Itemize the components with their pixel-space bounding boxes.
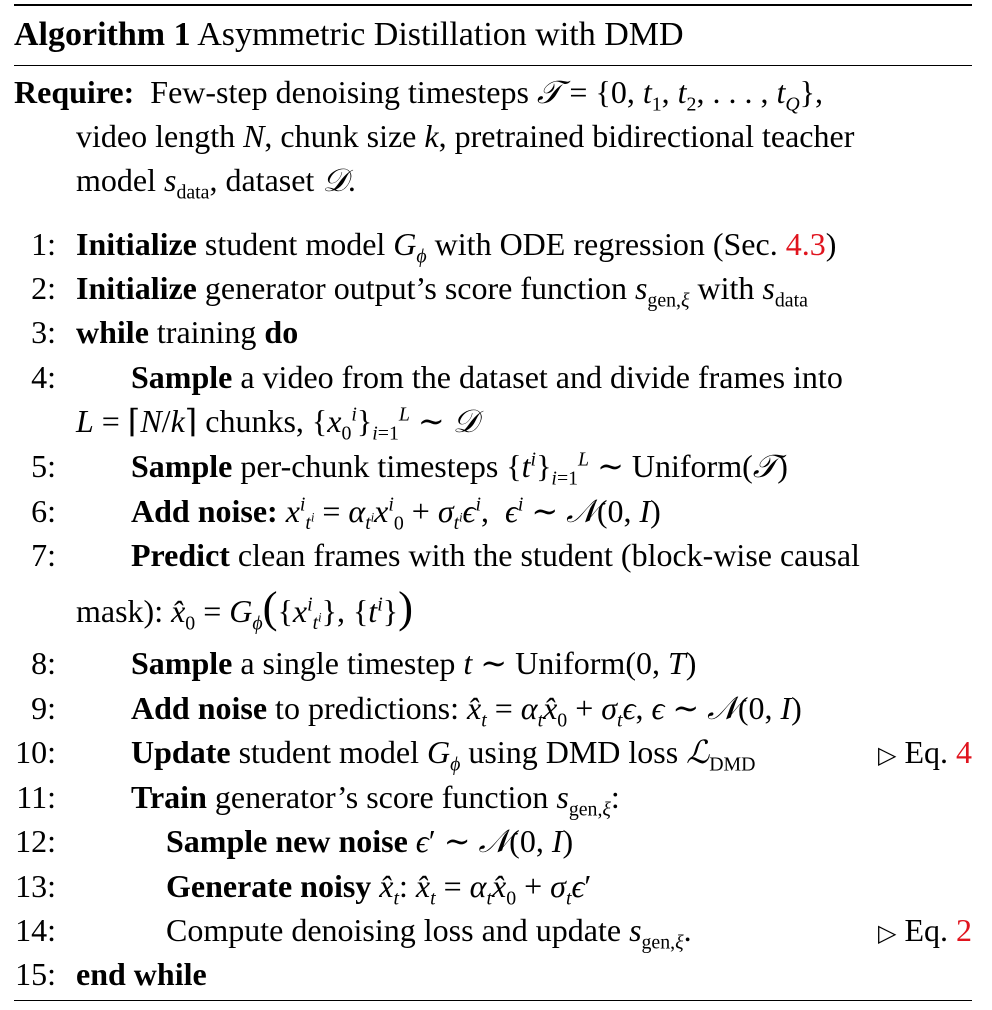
- step-12: 12: Sample new noise ϵ′ ∼ 𝒩(0, I): [15, 822, 574, 860]
- step-6: 6: Add noise: $x^i_{t^i} = \alpha_{t^i}x^i_0 + \sigma_{t^i}\epsilon^i$, $\epsilon^i$ ∼ 𝒩(0, I): [31, 492, 661, 535]
- step-7: 7: Predict clean frames with the student (block-wise causal: [31, 537, 860, 573]
- step-10: 10: Update student model $G_\phi$ using DMD loss ℒ$_{DMD}$ ▷ Eq. 4: [15, 733, 972, 776]
- step-7-cont: mask): $x̂_0 = G_\phi(\{x^i_{t^i}\}$, $\{t^i\}$): [76, 582, 413, 635]
- step-8: 8: Sample a single timestep t ∼ Uniform(0, T): [31, 645, 697, 681]
- algorithm-name: Asymmetric Distillation with DMD: [197, 16, 684, 53]
- step-9: 9: Add noise to predictions: $x̂_t$ = $\alpha_tx̂_0 + \sigma_t\epsilon$, ϵ ∼ 𝒩(0, I): [31, 689, 802, 732]
- bottom-rule: [14, 1000, 972, 1001]
- step-15: 15: end while: [15, 956, 207, 992]
- algorithm-title: [14, 10, 684, 60]
- require-keyword: Require:: [14, 74, 135, 110]
- require-line-1: Require: Few-step denoising timesteps 𝒯 = {0, $t_1$, $t_2$, . . . , $t_Q$},: [14, 73, 824, 116]
- top-rule: [14, 4, 972, 6]
- step-2: 2: Initialize generator output’s score function $s_{gen,\xi}$ with $s_{data}$: [31, 270, 808, 312]
- ref-link[interactable]: 4.3: [785, 226, 826, 262]
- step-4-cont: L = ⌈N/k⌉ chunks, $\{x_0^i\}_{i=1}^L$ ∼ 𝒟: [76, 402, 479, 445]
- require-line-2: video length N, chunk size k, pretrained bidirectional teacher: [76, 118, 855, 154]
- comment-triangle-icon: ▷: [877, 921, 897, 947]
- ref-link[interactable]: 2: [956, 912, 972, 948]
- step-11: 11: Train generator’s score function $s_{gen,\xi}$:: [16, 779, 620, 821]
- require-line-3: model $s_{data}$, dataset 𝒟.: [76, 161, 356, 204]
- step-3: 3: while training do: [31, 314, 299, 350]
- step-4: 4: Sample a video from the dataset and divide frames into: [31, 359, 843, 395]
- step-1: 1: Initialize student model $G_\phi$ with ODE regression (Sec. 4.3): [31, 226, 837, 268]
- step-13: 13: Generate noisy $x̂_t$: $x̂_t$ = $\alpha_tx̂_0 + \sigma_t\epsilon'$: [15, 868, 592, 910]
- algorithm-label: Algorithm 1: [14, 16, 191, 53]
- step-14: 14: Compute denoising loss and update $s_{gen,\xi}$. ▷ Eq. 2: [15, 912, 972, 954]
- comment-triangle-icon: ▷: [877, 743, 897, 769]
- ref-link[interactable]: 4: [956, 734, 972, 770]
- step-5: 5: Sample per-chunk timesteps $\{t^i\}_{i=1}^L$ ∼ Uniform(𝒯): [31, 447, 788, 490]
- mid-rule: [14, 65, 972, 66]
